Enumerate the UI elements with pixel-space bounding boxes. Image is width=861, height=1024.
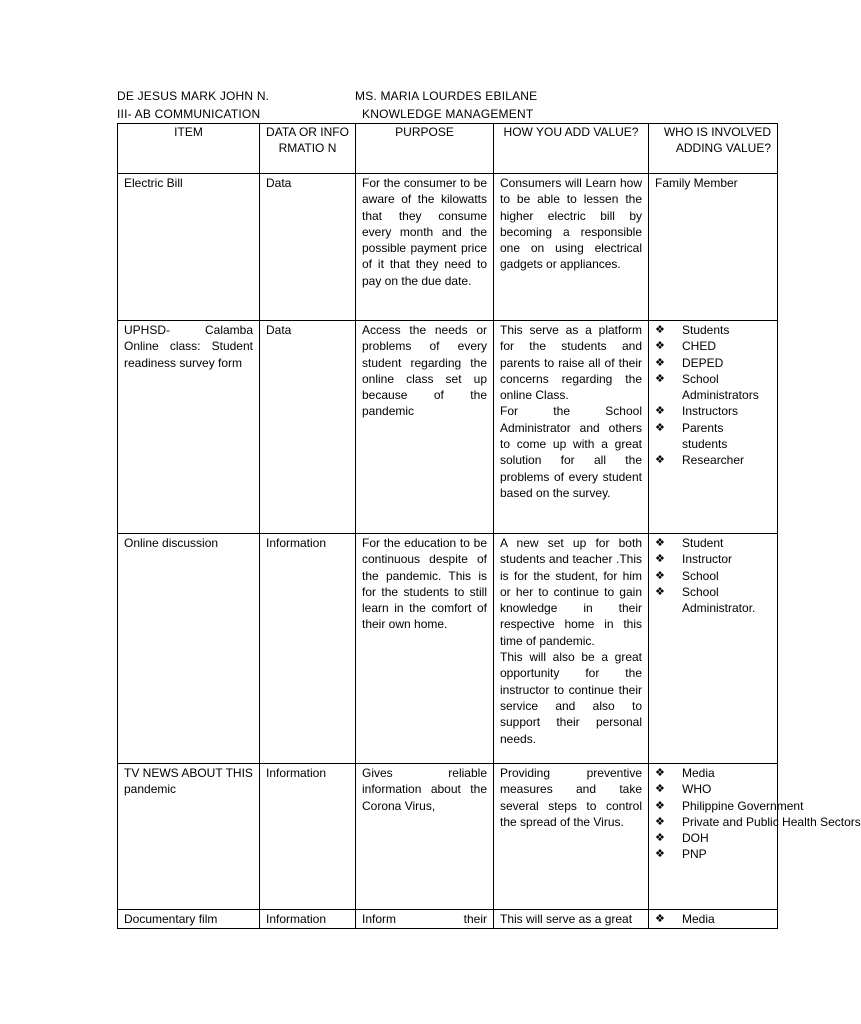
column-header-data-or-information: DATA OR INFORMATIO N <box>260 124 356 174</box>
cell-type: Information <box>260 910 356 929</box>
student-name: DE JESUS MARK JOHN N. <box>117 89 270 103</box>
section-label: III- AB COMMUNICATION <box>117 107 261 121</box>
cell-purpose: For the education to be continuous despite of the pandemic. This is for the students to still learn in the comfort of their own home. <box>356 534 494 764</box>
who-list-text: CHED <box>682 339 717 354</box>
who-list-text: Students <box>682 323 730 337</box>
diamond-bullet-icon: ❖ <box>655 553 665 566</box>
who-list-item <box>655 568 771 584</box>
table-row <box>118 174 778 321</box>
who-list-item <box>655 338 771 354</box>
who-list-text: School <box>682 568 719 583</box>
instructor-name: MS. MARIA LOURDES EBILANE <box>355 89 538 103</box>
who-list-text: Media <box>682 766 715 780</box>
cell-purpose <box>356 910 494 929</box>
who-list-item <box>655 798 804 814</box>
table-row <box>118 534 778 764</box>
who-list-item <box>655 355 771 371</box>
cell-type: Data <box>260 174 356 321</box>
who-list <box>655 535 771 616</box>
cell-who: Family Member <box>649 174 778 321</box>
who-list-text: Media <box>682 912 715 926</box>
value-paragraph: This will also be a great opportunity for the instructor to continue their service and also to support their personal needs. <box>500 650 642 746</box>
who-list-item <box>655 781 771 797</box>
value-paragraph: A new set up for both students and teacher .This is for the student, for him or her to continue to gain knowledge in their respective home in this time of pandemic. <box>500 536 642 648</box>
table-row <box>118 321 778 534</box>
who-list-text: School Administrators <box>682 371 759 403</box>
diamond-bullet-icon: ❖ <box>655 454 665 467</box>
cell-value <box>494 534 649 764</box>
who-list <box>655 911 771 927</box>
cell-value: Consumers will Learn how to be able to lessen the higher electric bill by becoming a responsible one on using electrical gadgets or appliances. <box>494 174 649 321</box>
diamond-bullet-icon: ❖ <box>655 913 665 925</box>
diamond-bullet-icon: ❖ <box>655 421 665 434</box>
who-list-item <box>655 403 771 419</box>
cell-item: TV NEWS ABOUT THIS pandemic <box>118 764 260 910</box>
cell-item: UPHSD- Calamba Online class: Student readiness survey form <box>118 321 260 534</box>
diamond-bullet-icon: ❖ <box>655 815 665 828</box>
diamond-bullet-icon: ❖ <box>655 767 665 779</box>
cell-who <box>649 910 778 929</box>
cell-type: Information <box>260 534 356 764</box>
diamond-bullet-icon: ❖ <box>655 537 665 549</box>
diamond-bullet-icon: ❖ <box>655 356 665 369</box>
purpose-text: Inform their <box>362 912 487 926</box>
diamond-bullet-icon: ❖ <box>655 783 665 796</box>
who-list-item <box>655 551 771 567</box>
subject-label: KNOWLEDGE MANAGEMENT <box>362 107 534 121</box>
knowledge-table <box>117 123 861 929</box>
diamond-bullet-icon: ❖ <box>655 569 665 582</box>
diamond-bullet-icon: ❖ <box>655 799 665 812</box>
who-list-item <box>655 535 771 551</box>
value-paragraph: This serve as a platform for the students and parents to raise all of their concerns regarding the online Class. <box>500 323 642 403</box>
who-list-item <box>655 452 771 468</box>
who-list <box>655 322 771 469</box>
who-list-item <box>655 830 771 846</box>
cell-item: Documentary film <box>118 910 260 929</box>
cell-who <box>649 534 778 764</box>
cell-item: Online discussion <box>118 534 260 764</box>
who-list-text: Philippine Government <box>682 798 804 813</box>
who-list-text: Instructor <box>682 552 733 567</box>
cell-purpose: Gives reliable information about the Corona Virus, <box>356 764 494 910</box>
cell-value: Providing preventive measures and take several steps to control the spread of the Virus. <box>494 764 649 910</box>
who-list-item <box>655 322 771 338</box>
who-list-text: Parents students <box>682 420 728 452</box>
cell-item: Electric Bill <box>118 174 260 321</box>
column-header-purpose: PURPOSE <box>356 124 494 174</box>
cell-value <box>494 321 649 534</box>
table-row <box>118 910 778 929</box>
who-list-item <box>655 846 771 862</box>
who-list-text: Instructors <box>682 404 739 419</box>
diamond-bullet-icon: ❖ <box>655 324 665 336</box>
who-list-item <box>655 371 771 404</box>
column-header-who-involved: WHO IS INVOLVED ADDING VALUE? <box>649 124 778 174</box>
who-list-text: WHO <box>682 782 712 797</box>
table-header-row <box>118 124 778 174</box>
cell-type: Information <box>260 764 356 910</box>
cell-who <box>649 764 861 910</box>
diamond-bullet-icon: ❖ <box>655 340 665 353</box>
who-list <box>655 765 861 863</box>
value-paragraph: For the School Administrator and others to come up with a great solution for all the problems of every student based on the survey. <box>500 404 642 500</box>
column-header-how-add-value: HOW YOU ADD VALUE? <box>494 124 649 174</box>
diamond-bullet-icon: ❖ <box>655 405 665 418</box>
diamond-bullet-icon: ❖ <box>655 848 665 861</box>
cell-type: Data <box>260 321 356 534</box>
column-header-item: ITEM <box>118 124 260 174</box>
diamond-bullet-icon: ❖ <box>655 832 665 845</box>
who-list-text: Researcher <box>682 453 745 468</box>
who-list-item <box>655 814 861 830</box>
cell-value: This will serve as a great <box>494 910 649 929</box>
who-list-item <box>655 584 771 617</box>
cell-who <box>649 321 778 534</box>
who-list-text: DEPED <box>682 355 724 370</box>
cell-purpose: Access the needs or problems of every student regarding the online class set up because of the pandemic <box>356 321 494 534</box>
who-list-text: PNP <box>682 847 707 862</box>
who-list-text: DOH <box>682 831 709 846</box>
table-row <box>118 764 778 910</box>
who-list-item <box>655 420 771 453</box>
who-list-text: Student <box>682 536 724 550</box>
diamond-bullet-icon: ❖ <box>655 372 665 385</box>
who-list-text: School Administrator. <box>682 584 756 616</box>
who-list-item <box>655 765 771 781</box>
who-list-item <box>655 911 771 927</box>
who-list-text: Private and Public Health Sectors <box>682 814 861 829</box>
cell-purpose: For the consumer to be aware of the kilowatts that they consume every month and the possible payment price of it that they need to pay on the due date. <box>356 174 494 321</box>
diamond-bullet-icon: ❖ <box>655 585 665 598</box>
